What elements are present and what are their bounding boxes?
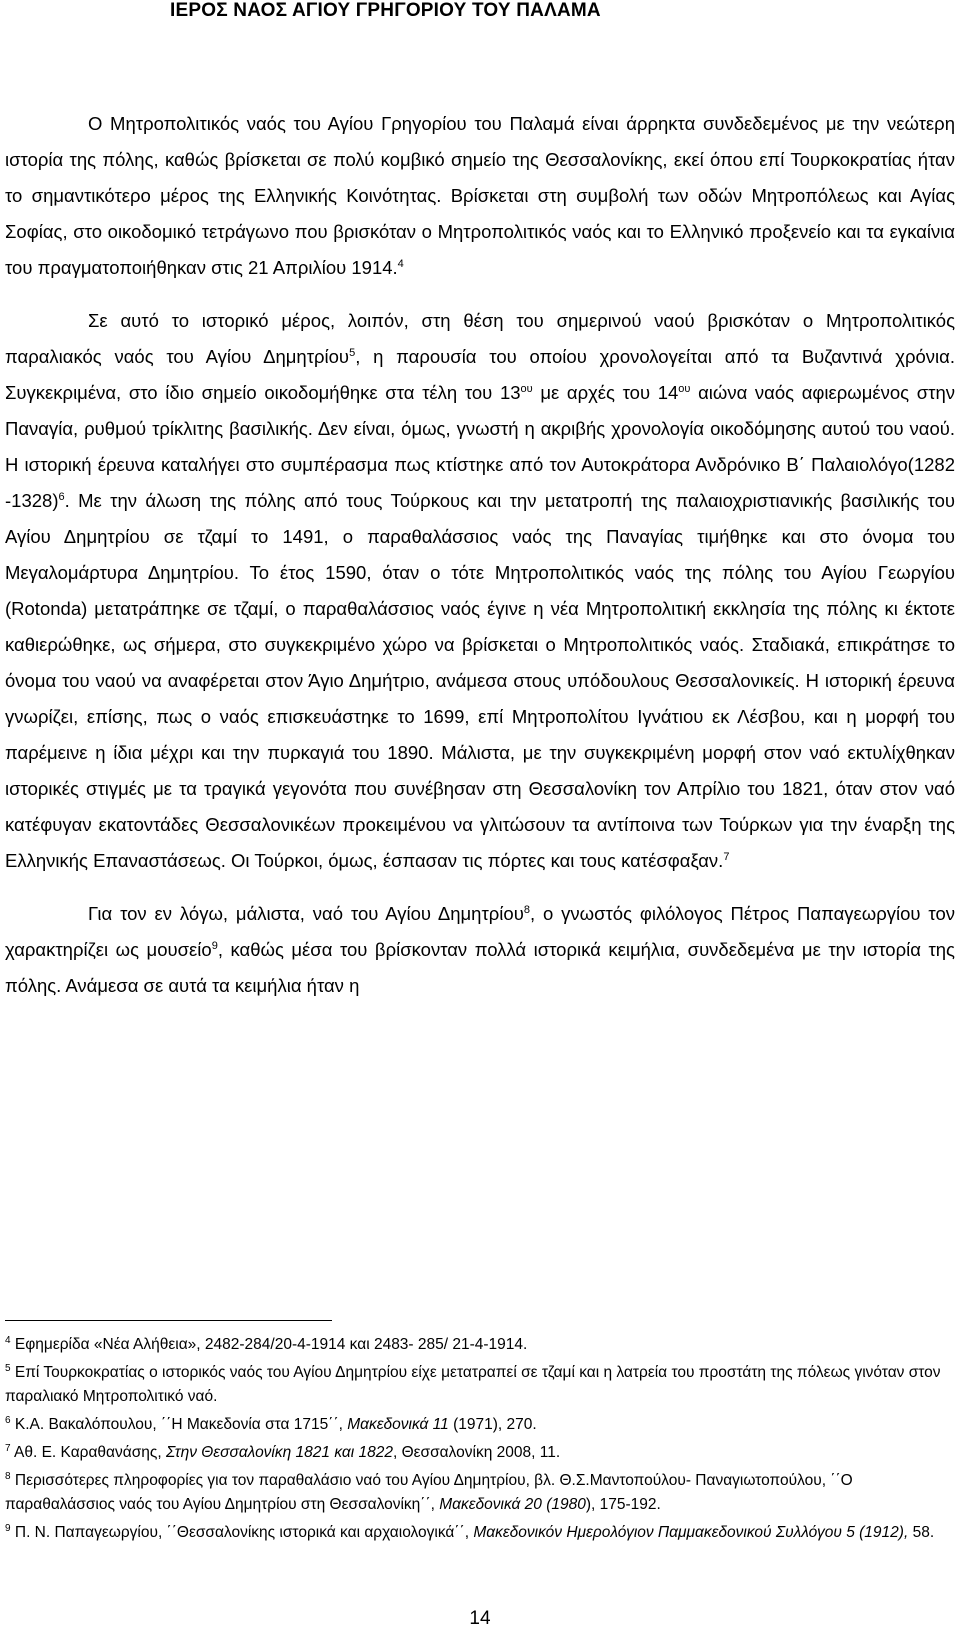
footnote-number: 8 bbox=[5, 1470, 11, 1482]
footnote-text: Εφημερίδα «Νέα Αλήθεια», 2482-284/20-4-1914 και 2483- 285/ 21-4-1914. bbox=[14, 1336, 528, 1353]
footnote-number: 9 bbox=[5, 1522, 11, 1534]
paragraph-text: Σε αυτό το ιστορικό μέρος, λοιπόν, στη θέση του σημερινού ναού βρισκόταν ο Μητροπολιτικός παραλιακός ναός του Αγίου Δημητρίου bbox=[5, 310, 955, 367]
footnote-number: 5 bbox=[5, 1362, 11, 1374]
footnote-italic: Μακεδονικά 20 (1980 bbox=[439, 1496, 586, 1513]
paragraph-3 bbox=[5, 896, 955, 1004]
footnote-ref: 6 bbox=[58, 490, 65, 503]
paragraph-2 bbox=[5, 303, 955, 879]
footnote-ref: 4 bbox=[397, 257, 404, 270]
footnote-number: 4 bbox=[5, 1334, 11, 1346]
footnote-text: Περισσότερες πληροφορίες για τον παραθαλάσιο ναό του Αγίου Δημητρίου, βλ. Θ.Σ.Μαντοπούλου- Παναγιωτοπούλου, ΄΄Ο παραθαλάσσιος ναός του Αγίου Δημητρίου στη Θεσσαλονίκη΄΄, bbox=[5, 1472, 853, 1513]
footnote-ref: 8 bbox=[523, 903, 530, 916]
footnote-6 bbox=[5, 1413, 955, 1437]
footnote-text: Π. Ν. Παπαγεωργίου, ΄΄Θεσσαλονίκης ιστορικά και αρχαιολογικά΄΄, bbox=[14, 1524, 474, 1541]
footnote-7 bbox=[5, 1441, 955, 1465]
footnote-text: Κ.Α. Βακαλόπουλου, ΄΄Η Μακεδονία στα 1715΄΄, bbox=[14, 1416, 348, 1433]
footnote-italic: Μακεδονικά 11 bbox=[347, 1416, 449, 1433]
paragraph-text: με αρχές του 14 bbox=[532, 382, 679, 403]
footnote-text: 58. bbox=[908, 1524, 935, 1541]
ordinal-suffix: ου bbox=[520, 382, 533, 395]
paragraph-text: . Με την άλωση της πόλης από τους Τούρκους και την μετατροπή της παλαιοχριστιανικής βασιλικής του Αγίου Δημητρίου σε τζαμί το 1491, ο παραθαλάσσιος ναός της Παναγίας τιμήθηκε και στο όνομα του Μεγαλομάρτυρα Δημητρίου. Το έτος 1590, όταν ο τότε Μητροπολιτικός ναός της πόλης του Αγίου Γεωργίου (Rotonda) μετατράπηκε σε τζαμί, ο παραθαλάσσιος ναός έγινε η νέα Μητροπολιτική εκκλησία της πόλης κι έκτοτε καθιερώθηκε, ως σήμερα, στο συγκεκριμένο χώρο να βρίσκεται ο Μητροπολιτικός ναός. Σταδιακά, επικράτησε το όνομα του ναού να αναφέρεται στον Άγιο Δημήτριο, ανάμεσα στους υπόδουλους Θεσσαλονικείς. Η ιστορική έρευνα γνωρίζει, επίσης, πως ο ναός επισκευάστηκε το 1699, επί Μητροπολίτου Ιγνάτιου εκ Λέσβου, και η μορφή του παρέμεινε η ίδια μέχρι και την πυρκαγιά του 1890. Μάλιστα, με την συγκεκριμένη μορφή στον ναό εκτυλίχθηκαν ιστορικές στιγμές με τα τραγικά γεγονότα που συνέβησαν στη Θεσσαλονίκη τον Απρίλιο του 1821, όταν στον ναό κατέφυγαν εκατοντάδες Θεσσαλονικέων προκειμένου να γλιτώσουν τα αντίποινα των Τούρκων για την έναρξη της Ελληνικής Επαναστάσεως. Οι Τούρκοι, όμως, έσπασαν τις πόρτες και τους κατέσφαξαν. bbox=[5, 490, 955, 871]
paragraph-text: Για τον εν λόγω, μάλιστα, ναό του Αγίου Δημητρίου bbox=[88, 903, 524, 924]
footnote-italic: Στην Θεσσαλονίκη 1821 και 1822 bbox=[166, 1444, 393, 1461]
footnote-text: ), 175-192. bbox=[585, 1496, 661, 1513]
ordinal-suffix: ου bbox=[678, 382, 691, 395]
paragraph-text: , ο γνωστός φιλόλογος Πέτρος Παπαγεωργίου τον χαρακτηρίζει ως μουσείο bbox=[5, 903, 955, 960]
footnote-italic: Μακεδονικόν Ημερολόγιον Παμμακεδονικού Συλλόγου 5 (1912), bbox=[473, 1524, 909, 1541]
footnote-ref: 7 bbox=[723, 850, 730, 863]
footnote-text: Αθ. Ε. Καραθανάσης, bbox=[14, 1444, 166, 1461]
page-title: ΙΕΡΟΣ ΝΑΟΣ ΑΓΙΟΥ ΓΡΗΓΟΡΙΟΥ ΤΟΥ ΠΑΛΑΜΑ bbox=[170, 0, 601, 21]
footnote-8 bbox=[5, 1469, 955, 1517]
footnote-number: 7 bbox=[5, 1442, 11, 1454]
footnotes bbox=[5, 1333, 955, 1549]
footnote-4 bbox=[5, 1333, 955, 1357]
paragraph-text: , η παρουσία του οποίου χρονολογείται από τα Βυζαντινά χρόνια. Συγκεκριμένα, στο ίδιο σημείο οικοδομήθηκε στα τέλη του 13 bbox=[5, 346, 955, 403]
footnote-text: (1971), 270. bbox=[448, 1416, 537, 1433]
paragraph-text: Ο Μητροπολιτικός ναός του Αγίου Γρηγορίου του Παλαμά είναι άρρηκτα συνδεδεμένος με την νεώτερη ιστορία της πόλης, καθώς βρίσκεται σε πολύ κομβικό σημείο της Θεσσαλονίκης, εκεί όπου επί Τουρκοκρατίας ήταν το σημαντικότερο μέρος της Ελληνικής Κοινότητας. Βρίσκεται στη συμβολή των οδών Μητροπόλεως και Αγίας Σοφίας, στο οικοδομικό τετράγωνο που βρισκόταν ο Μητροπολιτικός ναός και το Ελληνικό προξενείο και τα εγκαίνια του πραγματοποιήθηκαν στις 21 Απριλίου 1914. bbox=[5, 113, 955, 278]
main-text bbox=[5, 106, 955, 1021]
paragraph-text: αιώνα ναός αφιερωμένος στην Παναγία, ρυθμού τρίκλιτης βασιλικής. Δεν είναι, όμως, γνωστή η ακριβής χρονολογία οικοδόμησης αυτού του ναού. Η ιστορική έρευνα καταλήγει στο συμπέρασμα πως κτίστηκε από τον Αυτοκράτορα Ανδρόνικο Β΄ Παλαιολόγο(1282 -1328) bbox=[5, 382, 956, 511]
footnote-text: Επί Τουρκοκρατίας ο ιστορικός ναός του Αγίου Δημητρίου είχε μετατραπεί σε τζαμί και η λατρεία του προστάτη της πόλεως γινόταν στον παραλιακό Μητροπολιτικό ναό. bbox=[5, 1364, 941, 1405]
footnote-text: , Θεσσαλονίκη 2008, 11. bbox=[392, 1444, 561, 1461]
paragraph-text: , καθώς μέσα του βρίσκονταν πολλά ιστορικά κειμήλια, συνδεδεμένα με την ιστορία της πόλης. Ανάμεσα σε αυτά τα κειμήλια ήταν η bbox=[5, 939, 955, 996]
footnote-ref: 9 bbox=[211, 939, 218, 952]
paragraph-1 bbox=[5, 106, 955, 286]
footnote-separator bbox=[5, 1320, 332, 1321]
page-number: 14 bbox=[469, 1608, 491, 1629]
footnote-number: 6 bbox=[5, 1414, 11, 1426]
footnote-5 bbox=[5, 1361, 955, 1409]
footnote-9 bbox=[5, 1521, 955, 1545]
footnote-ref: 5 bbox=[349, 346, 356, 359]
